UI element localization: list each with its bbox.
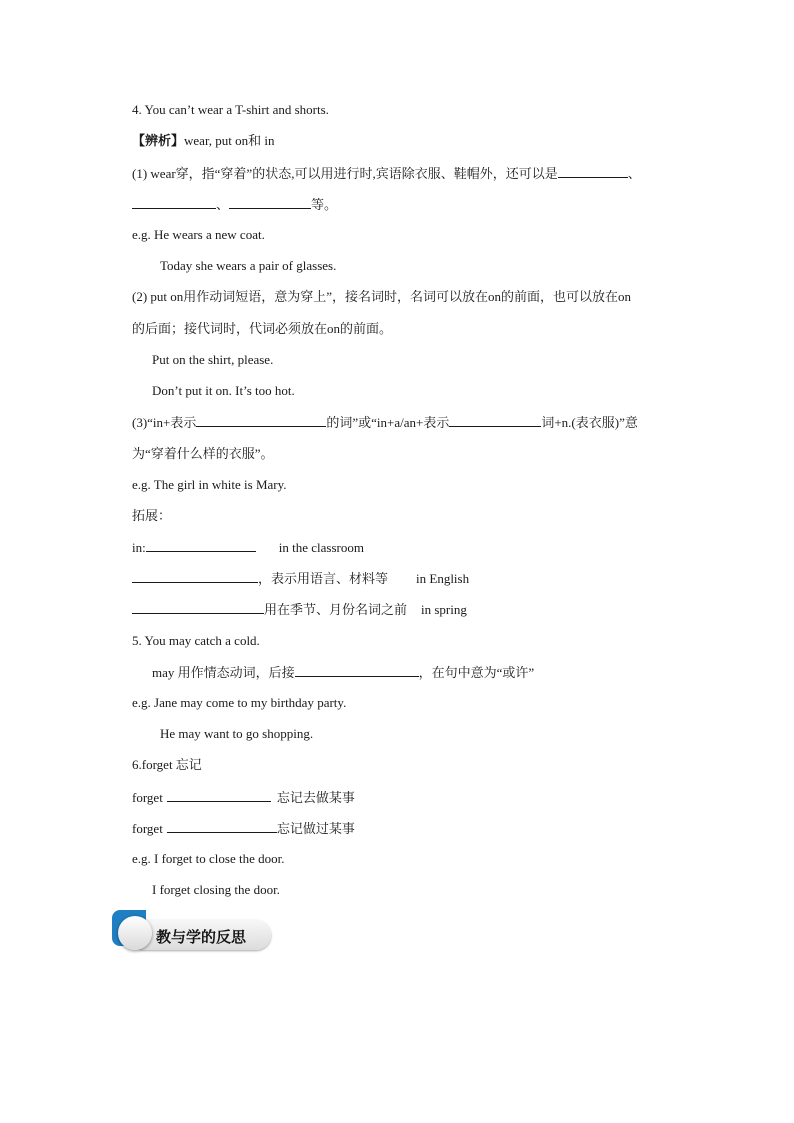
in-explanation-line-2: 为“穿着什么样的衣服”。 <box>132 446 274 461</box>
forget-line-2: forget 忘记做过某事 <box>132 821 355 836</box>
blank-wear-1[interactable] <box>558 164 628 178</box>
reflection-section-badge <box>112 910 272 954</box>
extension-line-3: 用在季节、月份名词之前 in spring <box>132 600 467 619</box>
item-4-sentence: 4. You can’t wear a T-shirt and shorts. <box>132 102 329 117</box>
analysis-label: 【辨析】 <box>132 133 185 148</box>
may-example-1: e.g. Jane may come to my birthday party. <box>132 695 347 710</box>
reflection-title: 教与学的反思 <box>156 928 247 946</box>
blank-ext-2[interactable] <box>132 569 258 583</box>
extension-heading: 拓展： <box>132 508 172 523</box>
item-6-heading: 6.forget 忘记 <box>132 757 202 772</box>
forget-line-1: forget 忘记去做某事 <box>132 790 355 805</box>
in-example: e.g. The girl in white is Mary. <box>132 477 287 492</box>
forget-example-1: e.g. I forget to close the door. <box>132 851 285 866</box>
put-on-example-2: Don’t put it on. It’s too hot. <box>152 383 295 398</box>
blank-in-2[interactable] <box>449 413 541 427</box>
may-explanation: may 用作情态动词，后接 ，在句中意为“或许” <box>152 665 535 680</box>
blank-ext-3[interactable] <box>132 600 264 614</box>
wear-explanation-line-2: 、 等。 <box>132 195 337 214</box>
extension-line-2: ，表示用语言、材料等 in English <box>132 569 469 588</box>
blank-wear-2[interactable] <box>132 195 216 209</box>
put-on-explanation-line-1: (2) put on用作动词短语，意为穿上”，接名词时，名词可以放在on的前面，也可以放在on <box>132 289 632 304</box>
item-5-sentence: 5. You may catch a cold. <box>132 633 260 648</box>
blank-may[interactable] <box>295 663 419 677</box>
wear-explanation-line-1: (1) wear穿，指“穿着”的状态,可以用进行时,宾语除衣服、鞋帽外，还可以是 、 <box>132 166 641 181</box>
may-example-2: He may want to go shopping. <box>160 726 314 741</box>
put-on-example-1: Put on the shirt, please. <box>152 352 274 367</box>
extension-line-1: in: in the classroom <box>132 540 364 555</box>
wear-example-1: e.g. He wears a new coat. <box>132 227 265 242</box>
badge-circle-icon <box>118 916 152 950</box>
blank-ext-1[interactable] <box>146 538 256 552</box>
forget-example-2: I forget closing the door. <box>152 882 280 897</box>
put-on-explanation-line-2: 的后面；接代词时，代词必须放在on的前面。 <box>132 321 393 336</box>
analysis-heading: 【辨析】wear, put on和 in <box>132 133 275 148</box>
in-explanation-line-1: (3)“in+表示 的词”或“in+a/an+表示 词+n.(表衣服)”意 <box>132 415 638 430</box>
blank-wear-3[interactable] <box>229 195 311 209</box>
wear-example-2: Today she wears a pair of glasses. <box>160 258 337 273</box>
blank-in-1[interactable] <box>196 413 326 427</box>
blank-forget-1[interactable] <box>167 788 271 802</box>
blank-forget-2[interactable] <box>167 819 277 833</box>
